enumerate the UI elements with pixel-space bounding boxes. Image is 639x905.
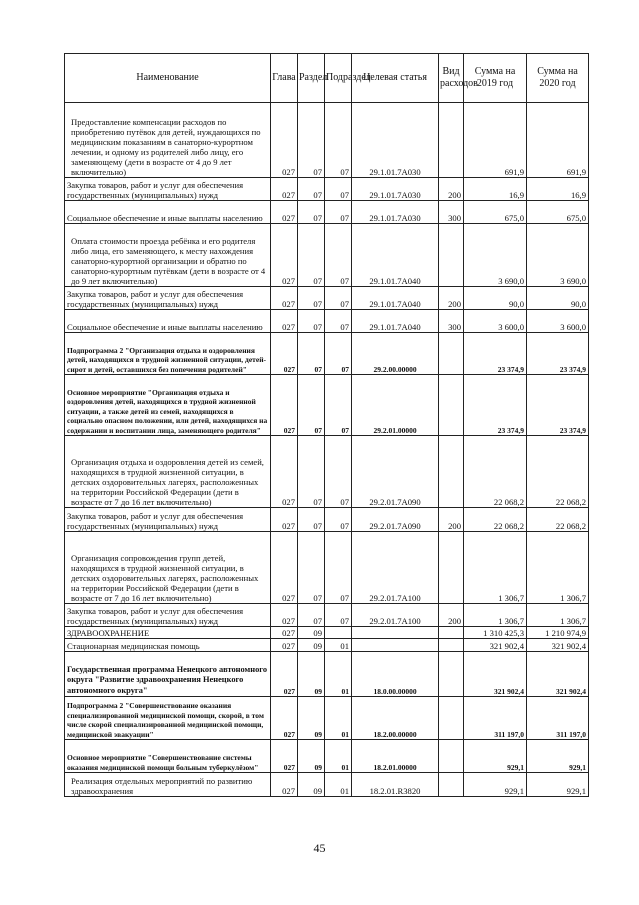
row-target: 29.2.01.00000 [352, 375, 439, 436]
row-podrazdel [325, 627, 352, 639]
row-podrazdel: 07 [325, 604, 352, 627]
row-sum2020: 3 600,0 [527, 310, 589, 333]
row-podrazdel: 07 [325, 224, 352, 287]
row-sum2019: 22 068,2 [464, 436, 527, 508]
row-vid: 200 [439, 604, 464, 627]
row-vid [439, 103, 464, 178]
row-vid [439, 532, 464, 604]
row-razdel: 07 [298, 178, 325, 201]
row-glava: 027 [271, 740, 298, 773]
row-sum2020: 929,1 [527, 740, 589, 773]
row-sum2019: 321 902,4 [464, 639, 527, 652]
row-name: Основное мероприятие "Организация отдыха и оздоровления детей, находящихся в трудной жизненной ситуации, а также детей из семей, находящихся в социально опасном положении, или детей, находящихся на содержании и воспитании лица, заменяющего родителя" [65, 375, 271, 436]
budget-table [64, 53, 589, 797]
table-row-main-activity [65, 740, 589, 773]
row-glava: 027 [271, 103, 298, 178]
row-sum2020: 23 374,9 [527, 333, 589, 375]
row-glava: 027 [271, 532, 298, 604]
row-name: Организация сопровождения групп детей, находящихся в трудной жизненной ситуации, в детских оздоровительных лагерях, расположенных на территории Российской Федерации (дети в возрасте от 7 до 16 лет включительно) [65, 532, 271, 604]
row-sum2020: 90,0 [527, 287, 589, 310]
row-vid: 300 [439, 201, 464, 224]
row-podrazdel: 01 [325, 740, 352, 773]
row-target: 29.1.01.7А030 [352, 201, 439, 224]
table-row [65, 604, 589, 627]
row-razdel: 07 [298, 375, 325, 436]
row-sum2019: 22 068,2 [464, 508, 527, 532]
row-podrazdel: 01 [325, 697, 352, 740]
row-vid [439, 627, 464, 639]
row-glava: 027 [271, 773, 298, 797]
col-header-razdel: Раздел [298, 54, 325, 103]
row-vid: 200 [439, 178, 464, 201]
row-vid [439, 773, 464, 797]
row-name: Закупка товаров, работ и услуг для обеспечения государственных (муниципальных) нужд [65, 508, 271, 532]
row-target: 29.1.01.7А030 [352, 178, 439, 201]
row-sum2019: 90,0 [464, 287, 527, 310]
row-razdel: 07 [298, 604, 325, 627]
row-podrazdel: 07 [325, 333, 352, 375]
row-vid [439, 639, 464, 652]
row-name: Социальное обеспечение и иные выплаты населению [65, 310, 271, 333]
row-sum2020: 1 306,7 [527, 532, 589, 604]
row-name: Подпрограмма 2 "Совершенствование оказания специализированной медицинской помощи, скорой, в том числе скорой специализированной медицинской помощи, медицинской эвакуации" [65, 697, 271, 740]
row-name: Организация отдыха и оздоровления детей из семей, находящихся в трудной жизненной ситуации, в детских оздоровительных лагерях, расположенных на территории Российской Федерации (дети в возрасте от 7 до 16 лет включительно) [65, 436, 271, 508]
row-glava: 027 [271, 639, 298, 652]
row-vid [439, 740, 464, 773]
row-sum2019: 929,1 [464, 740, 527, 773]
row-name: Реализация отдельных мероприятий по развитию здравоохранения [65, 773, 271, 797]
row-sum2020: 3 690,0 [527, 224, 589, 287]
row-target: 29.2.01.7А090 [352, 508, 439, 532]
col-header-name: Наименование [65, 54, 271, 103]
table-row-program [65, 652, 589, 697]
row-podrazdel: 01 [325, 652, 352, 697]
table-row [65, 224, 589, 287]
table-row [65, 178, 589, 201]
row-glava: 027 [271, 178, 298, 201]
row-sum2019: 321 902,4 [464, 652, 527, 697]
row-sum2020: 23 374,9 [527, 375, 589, 436]
row-sum2020: 675,0 [527, 201, 589, 224]
row-target: 29.2.01.7А100 [352, 532, 439, 604]
row-vid [439, 697, 464, 740]
row-sum2020: 1 306,7 [527, 604, 589, 627]
row-razdel: 07 [298, 201, 325, 224]
row-target: 29.1.01.7А030 [352, 103, 439, 178]
row-razdel: 09 [298, 697, 325, 740]
row-podrazdel: 07 [325, 287, 352, 310]
row-name: Закупка товаров, работ и услуг для обеспечения государственных (муниципальных) нужд [65, 287, 271, 310]
row-glava: 027 [271, 310, 298, 333]
row-vid [439, 652, 464, 697]
row-name: Закупка товаров, работ и услуг для обеспечения государственных (муниципальных) нужд [65, 178, 271, 201]
col-header-sum2020: Сумма на 2020 год [527, 54, 589, 103]
row-sum2020: 691,9 [527, 103, 589, 178]
row-podrazdel: 01 [325, 773, 352, 797]
row-sum2020: 321 902,4 [527, 652, 589, 697]
table-row-subprogram [65, 697, 589, 740]
row-razdel: 07 [298, 287, 325, 310]
row-vid: 200 [439, 508, 464, 532]
row-glava: 027 [271, 604, 298, 627]
row-sum2019: 691,9 [464, 103, 527, 178]
row-glava: 027 [271, 627, 298, 639]
row-glava: 027 [271, 508, 298, 532]
row-razdel: 09 [298, 652, 325, 697]
row-sum2020: 16,9 [527, 178, 589, 201]
row-podrazdel: 01 [325, 639, 352, 652]
table-row-subprogram [65, 333, 589, 375]
row-name: Предоставление компенсации расходов по приобретению путёвок для детей, нуждающихся по медицинским показаниям в санаторно-курортном лечении, и одному из родителей либо лицу, его заменяющему (дети в возрасте от 4 до 9 лет включительно) [65, 103, 271, 178]
row-sum2019: 929,1 [464, 773, 527, 797]
row-razdel: 09 [298, 740, 325, 773]
row-vid [439, 224, 464, 287]
table-row [65, 508, 589, 532]
row-podrazdel: 07 [325, 201, 352, 224]
row-name: Основное мероприятие "Совершенствование системы оказания медицинской помощи больным туберкулёзом" [65, 740, 271, 773]
row-target: 18.0.00.00000 [352, 652, 439, 697]
page-number: 45 [313, 841, 326, 855]
row-podrazdel: 07 [325, 508, 352, 532]
row-sum2019: 16,9 [464, 178, 527, 201]
row-target: 18.2.01.R3820 [352, 773, 439, 797]
table-row [65, 287, 589, 310]
table-row [65, 532, 589, 604]
row-razdel: 07 [298, 224, 325, 287]
row-name: Оплата стоимости проезда ребёнка и его родителя либо лица, его заменяющего, к месту нахождения санаторно-курортной организации и обратно по санаторно-курортным путёвкам (дети в возрасте от 4 до 9 лет включительно) [65, 224, 271, 287]
row-name: Социальное обеспечение и иные выплаты населению [65, 201, 271, 224]
row-target: 29.2.01.7А090 [352, 436, 439, 508]
row-name: Стационарная медицинская помощь [65, 639, 271, 652]
row-razdel: 07 [298, 103, 325, 178]
row-name: ЗДРАВООХРАНЕНИЕ [65, 627, 271, 639]
row-podrazdel: 07 [325, 375, 352, 436]
row-podrazdel: 07 [325, 436, 352, 508]
row-glava: 027 [271, 333, 298, 375]
row-sum2020: 1 210 974,9 [527, 627, 589, 639]
row-podrazdel: 07 [325, 310, 352, 333]
row-vid [439, 333, 464, 375]
row-razdel: 07 [298, 508, 325, 532]
row-glava: 027 [271, 375, 298, 436]
row-razdel: 07 [298, 436, 325, 508]
row-podrazdel: 07 [325, 178, 352, 201]
col-header-target: Целевая статья [352, 54, 439, 103]
row-vid [439, 436, 464, 508]
row-target: 29.2.01.7А100 [352, 604, 439, 627]
table-row-main-activity [65, 375, 589, 436]
row-razdel: 09 [298, 627, 325, 639]
row-vid: 200 [439, 287, 464, 310]
table-row [65, 436, 589, 508]
row-podrazdel: 07 [325, 532, 352, 604]
col-header-sum2019: Сумма на 2019 год [464, 54, 527, 103]
row-vid [439, 375, 464, 436]
row-razdel: 07 [298, 333, 325, 375]
row-razdel: 09 [298, 639, 325, 652]
row-target: 18.2.01.00000 [352, 740, 439, 773]
row-glava: 027 [271, 201, 298, 224]
table-row [65, 639, 589, 652]
table-row [65, 310, 589, 333]
row-sum2019: 675,0 [464, 201, 527, 224]
row-target: 18.2.00.00000 [352, 697, 439, 740]
row-target: 29.1.01.7А040 [352, 287, 439, 310]
table-row-section [65, 627, 589, 639]
row-razdel: 07 [298, 310, 325, 333]
row-sum2020: 929,1 [527, 773, 589, 797]
row-glava: 027 [271, 287, 298, 310]
row-target: 29.1.01.7А040 [352, 310, 439, 333]
row-vid: 300 [439, 310, 464, 333]
col-header-podrazdel: Подраздел [325, 54, 352, 103]
row-podrazdel: 07 [325, 103, 352, 178]
row-name: Закупка товаров, работ и услуг для обеспечения государственных (муниципальных) нужд [65, 604, 271, 627]
row-sum2020: 22 068,2 [527, 436, 589, 508]
col-header-glava: Глава [271, 54, 298, 103]
row-razdel: 09 [298, 773, 325, 797]
row-sum2020: 22 068,2 [527, 508, 589, 532]
row-sum2019: 1 310 425,3 [464, 627, 527, 639]
col-header-vid: Вид расходов [439, 54, 464, 103]
row-glava: 027 [271, 652, 298, 697]
row-razdel: 07 [298, 532, 325, 604]
row-sum2019: 23 374,9 [464, 333, 527, 375]
row-name: Подпрограмма 2 "Организация отдыха и оздоровления детей, находящихся в трудной жизненной ситуации, детей-сирот и детей, оставшихся без попечения родителей" [65, 333, 271, 375]
table-header-row [65, 54, 589, 103]
table-row [65, 773, 589, 797]
row-glava: 027 [271, 224, 298, 287]
row-glava: 027 [271, 436, 298, 508]
row-sum2019: 23 374,9 [464, 375, 527, 436]
row-sum2020: 311 197,0 [527, 697, 589, 740]
row-target [352, 639, 439, 652]
row-name: Государственная программа Ненецкого автономного округа "Развитие здравоохранения Ненецкого автономного округа" [65, 652, 271, 697]
row-sum2019: 3 600,0 [464, 310, 527, 333]
row-sum2019: 1 306,7 [464, 532, 527, 604]
row-sum2020: 321 902,4 [527, 639, 589, 652]
row-sum2019: 3 690,0 [464, 224, 527, 287]
table-row [65, 201, 589, 224]
row-target: 29.1.01.7А040 [352, 224, 439, 287]
table-row [65, 103, 589, 178]
row-glava: 027 [271, 697, 298, 740]
row-sum2019: 1 306,7 [464, 604, 527, 627]
row-target: 29.2.00.00000 [352, 333, 439, 375]
row-target [352, 627, 439, 639]
row-sum2019: 311 197,0 [464, 697, 527, 740]
